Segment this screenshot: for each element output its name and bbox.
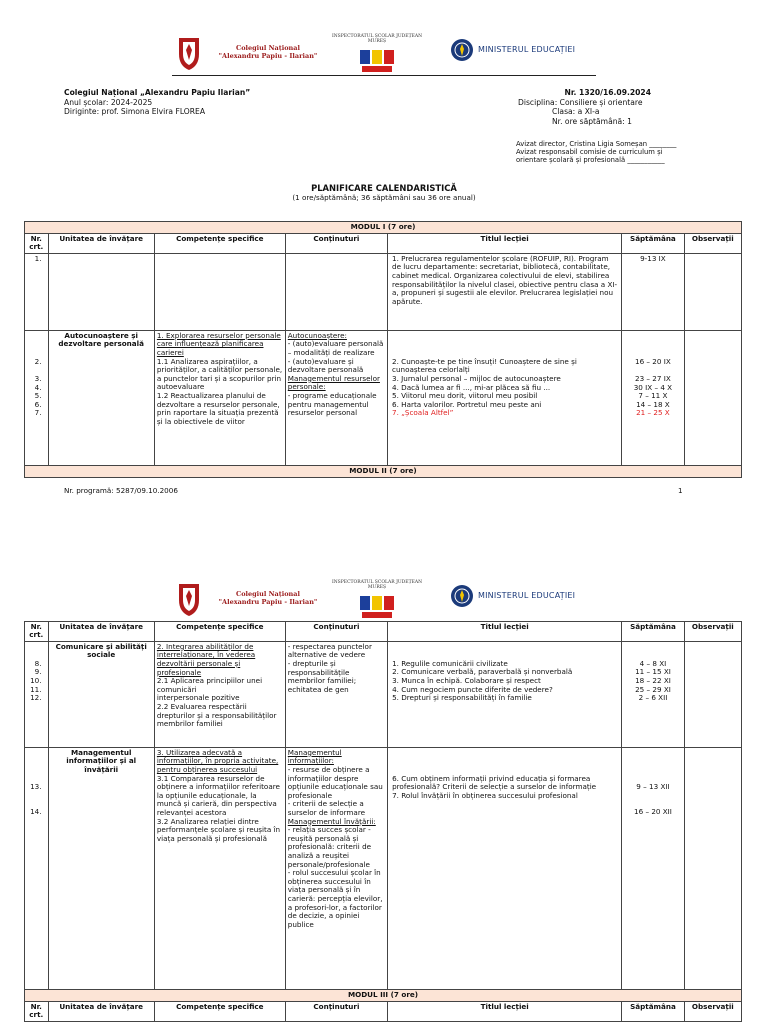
competence-item: interpersonale pozitive: [156, 693, 240, 703]
isj-emblem-icon: [352, 46, 402, 76]
lesson-cell: 1. Prelucrarea regulamentelor școlare (ROFUIP, RI). Program de lucru departamente: secretariat, bibliotecă, contabilitate, cabinet medical. Organizarea colectivului de elevi, stabilirea responsabilităților la nivelul clasei, obiective pentru clasa a XI-a, propuneri și sugestii ale elevilor. Prelucrarea legislației nou apărute.: [388, 253, 622, 330]
competences-cell: [154, 330, 285, 465]
row-number: 13.: [30, 781, 42, 791]
col-header-competences: Competențe specifice: [154, 622, 285, 642]
competence-item: 3.1 Compararea resurselor de obținere a informațiilor referitoare la opțiunile educaționale, la muncă și carieră, din perspectiva relevanței acestora: [156, 773, 280, 817]
col-header-nr: Nr. crt.: [25, 622, 49, 642]
col-header-nr: Nr. crt.: [25, 234, 49, 254]
week-cell: [622, 330, 684, 465]
row-numbers: [25, 330, 49, 465]
lesson-title: 5. Viitorul meu dorit, viitorul meu posibil: [392, 391, 538, 401]
col-header-lesson: Titlul lecției: [388, 234, 622, 254]
col-header-lesson: Titlul lecției: [388, 1001, 622, 1021]
lesson-title: 4. Cum negociem puncte diferite de vedere?: [392, 684, 553, 694]
row-number: 3.: [34, 374, 42, 383]
week-cell: 9-13 IX: [622, 253, 684, 330]
diriginte: Diriginte: prof. Simona Elvira FLOREA: [64, 107, 206, 116]
competence-item: 2.1 Aplicarea principiilor unei comunicări: [156, 676, 263, 694]
row-number: 6.: [34, 399, 42, 409]
college-logo-line2: "Alexandru Papiu - Ilarian": [218, 598, 318, 606]
page-number: 1: [678, 486, 683, 495]
approval-commission-line1: Avizat responsabil comisie de curriculum și: [516, 148, 663, 156]
col-header-week: Săptămâna: [622, 234, 684, 254]
lesson-cell: [388, 747, 622, 989]
col-header-contents: Conținuturi: [285, 622, 387, 642]
isj-logo-line1: INSPECTORATUL ȘCOLAR JUDEȚEAN: [331, 580, 423, 585]
table-header-row: [25, 234, 742, 254]
col-header-lesson: Titlul lecției: [388, 622, 622, 642]
contents-title: Autocunoaștere:: [287, 330, 347, 340]
class: Clasa: a XI-a: [552, 107, 600, 116]
col-header-unit: Unitatea de învățare: [48, 234, 154, 254]
week-cell: [622, 747, 684, 989]
col-header-competences: Competențe specifice: [154, 234, 285, 254]
notes-cell: [684, 330, 741, 465]
week-value: 9 – 13 XII: [636, 781, 670, 791]
col-header-unit: Unitatea de învățare: [48, 1001, 154, 1021]
week-value: 25 – 29 XI: [635, 684, 671, 694]
module-1-title: MODUL I (7 ore): [25, 222, 742, 234]
ministry-logo: [450, 584, 590, 612]
col-header-week: Săptămâna: [622, 622, 684, 642]
competences-cell: [154, 747, 285, 989]
isj-emblem-icon: [352, 592, 402, 622]
ministry-logo: [450, 38, 590, 66]
module-row: [25, 465, 742, 477]
isj-logo-line2: MUREȘ: [367, 585, 387, 590]
competence-title: 1. Explorarea resurselor personale care influențează planificarea carierei: [156, 330, 281, 357]
week-value: 2 – 6 XII: [638, 693, 668, 703]
week-value: 18 – 22 XI: [635, 676, 671, 685]
header-logos: [172, 34, 592, 78]
school-year: Anul școlar: 2024-2025: [64, 97, 153, 107]
lesson-title: 2. Cunoaște-te pe tine însuți! Cunoaștere de sine și cunoașterea celorlalți: [392, 356, 577, 375]
planning-table-page2: [24, 621, 742, 1022]
table-header-row: [25, 622, 742, 642]
college-crest-icon: [176, 36, 202, 72]
ministry-seal-icon: [450, 38, 474, 62]
row-number: 4.: [34, 382, 42, 392]
lesson-cell: [388, 641, 622, 747]
lesson-title: 3. Munca în echipă. Colaborare și respect: [392, 676, 541, 685]
row-number: 9.: [34, 667, 42, 677]
document-info: [518, 88, 651, 126]
lesson-title: 1. Regulile comunicării civilizate: [392, 658, 508, 668]
row-number: 11.: [30, 684, 42, 694]
row-numbers: [25, 747, 49, 989]
contents-item: - respectarea punctelor alternative de vedere: [287, 641, 372, 660]
week-value: 7 – 11 X: [638, 391, 668, 401]
page-gap: [0, 510, 768, 572]
document-title: PLANIFICARE CALENDARISTICĂ: [311, 183, 457, 193]
week-value: 30 IX – 4 X: [633, 382, 673, 392]
document-number: Nr. 1320/16.09.2024: [564, 88, 651, 97]
competence-item: 1.1 Analizarea aspirațiilor, a priorităților, a calităților personale, a punctelor tari și a scopurilor prin autoevaluare: [156, 356, 283, 392]
school-name: Colegiul Național „Alexandru Papiu Ilarian”: [64, 88, 251, 97]
col-header-nr: Nr. crt.: [25, 1001, 49, 1021]
contents-cell: [285, 330, 387, 465]
notes-cell: [684, 641, 741, 747]
col-header-contents: Conținuturi: [285, 1001, 387, 1021]
college-logo: [172, 580, 322, 624]
row-number: 2.: [34, 356, 42, 366]
lesson-title: 3. Jurnalul personal – mijloc de autocunoaștere: [392, 374, 561, 383]
ministry-logo-text: MINISTERUL EDUCAȚIEI: [478, 591, 576, 600]
contents-item: - rolul succesului școlar în obținerea succesului în viața personală și în carieră: percepția elevilor, a profesori-lor, a factorilor de decizie, a opiniei publice: [287, 868, 383, 929]
row-number: 10.: [30, 676, 42, 685]
lesson-title: profesională? Criterii de selecție a surselor de informație: [392, 782, 597, 792]
contents-title: Managementul informațiilor:: [287, 747, 342, 766]
week-value: 14 – 18 X: [636, 399, 670, 409]
school-info: [64, 88, 250, 117]
lesson-title: 6. Harta valorilor. Portretul meu peste ani: [392, 399, 542, 409]
lesson-title: 2. Comunicare verbală, paraverbală și nonverbală: [392, 667, 573, 677]
competence-item: 2.2 Evaluarea respectării drepturilor și a responsabilităților membrilor familiei: [156, 701, 277, 729]
row-number: 5.: [34, 391, 42, 401]
module-row: [25, 989, 742, 1001]
isj-logo-line2: MUREȘ: [367, 39, 387, 44]
contents-item: - drepturile și responsabilitățile membrilor familiei; echitatea de gen: [287, 659, 357, 694]
col-header-competences: Competențe specifice: [154, 1001, 285, 1021]
college-logo-line1: Colegiul Național: [236, 44, 300, 52]
col-header-notes: Observații: [684, 234, 741, 254]
col-header-notes: Observații: [684, 622, 741, 642]
discipline: Disciplina: Consiliere și orientare: [518, 97, 643, 107]
isj-logo: [322, 34, 432, 78]
unit-cell: Managementul informațiilor și al învățării: [48, 747, 154, 989]
col-header-unit: Unitatea de învățare: [48, 622, 154, 642]
table-header-row: [25, 1001, 742, 1021]
lesson-title: 7. Rolul învățării în obținerea succesului profesional: [392, 791, 578, 800]
week-value: 4 – 8 XI: [639, 658, 667, 668]
week-value: 16 – 20 XII: [634, 807, 672, 817]
contents-title: Managementul resurselor personale:: [287, 373, 380, 392]
competence-title: 2. Integrarea abilităților de interrelaționare, în vederea dezvoltării personale și profesionale: [156, 641, 256, 677]
competence-item: 1.2 Reactualizarea planului de dezvoltare a resurselor personale, prin raportare la situația prezentă și la obiectivele de viitor: [156, 390, 280, 426]
week-cell: [622, 641, 684, 747]
week-value: 16 – 20 IX: [635, 356, 671, 366]
contents-title: Managementul învățării:: [287, 816, 376, 826]
contents-item: - (auto)evaluare personală – modalități de realizare: [287, 339, 384, 357]
ministry-logo-text: MINISTERUL EDUCAȚIEI: [478, 45, 576, 54]
row-number: 14.: [30, 807, 42, 817]
contents-cell: [285, 641, 387, 747]
module-3-title: MODUL III (7 ore): [25, 989, 742, 1001]
document-page-2: [0, 572, 768, 1024]
hours-per-week: Nr. ore săptămână: 1: [552, 116, 633, 126]
col-header-notes: Observații: [684, 1001, 741, 1021]
approvals: [516, 140, 706, 164]
contents-item: - (auto)evaluare și dezvoltare personală: [287, 356, 364, 375]
table-row: [25, 253, 742, 330]
lesson-title: 7. „Școala Altfel”: [392, 408, 454, 418]
row-number: 12.: [30, 693, 42, 703]
header-logos: [172, 580, 592, 624]
competence-item: 3.2 Analizarea relației dintre performanțele școlare și reușita în viața personală și profesională: [156, 816, 281, 843]
lesson-title: 4. Dacă lumea ar fi ..., mi-ar plăcea să fiu ...: [392, 382, 551, 392]
week-value: 21 – 25 X: [636, 408, 670, 418]
table-row: [25, 747, 742, 989]
row-number: 7.: [34, 408, 42, 418]
unit-cell: Comunicare și abilități sociale: [48, 641, 154, 747]
module-2-title: MODUL II (7 ore): [25, 465, 742, 477]
contents-item: - programe educaționale pentru managementul resurselor personal: [287, 390, 377, 418]
document-page-1: [0, 0, 768, 510]
contents-cell: [285, 253, 387, 330]
notes-cell: [684, 747, 741, 989]
college-logo-line1: Colegiul Național: [236, 590, 300, 598]
isj-logo: [322, 580, 432, 624]
contents-item: - relația succes școlar - reușită personală și profesională: criterii de analiză a reușitei personale/profesionale: [287, 825, 372, 869]
approval-director: Avizat director, Cristina Ligia Someșan ________: [516, 140, 677, 148]
week-value: 23 – 27 IX: [635, 374, 671, 383]
notes-cell: [684, 253, 741, 330]
contents-item: - criterii de selecție a surselor de informare: [287, 799, 366, 817]
module-row: [25, 222, 742, 234]
contents-item: - resurse de obținere a informațiilor despre opțiunile educaționale sau profesionale: [287, 765, 383, 800]
table-row: [25, 641, 742, 747]
competence-title: 3. Utilizarea adecvată a informațiilor, în propria activitate, pentru obținerea succesului: [156, 747, 279, 774]
unit-cell: Autocunoaștere și dezvoltare personală: [48, 330, 154, 465]
col-header-week: Săptămâna: [622, 1001, 684, 1021]
row-number: 8.: [34, 658, 42, 668]
competences-cell: [154, 641, 285, 747]
college-logo-line2: "Alexandru Papiu - Ilarian": [218, 52, 318, 60]
contents-cell: [285, 747, 387, 989]
table-row: [25, 330, 742, 465]
document-subtitle: (1 ore/săptămână; 36 săptămâni sau 36 ore anual): [292, 193, 476, 202]
col-header-contents: Conținuturi: [285, 234, 387, 254]
week-value: 11 – 15 XI: [635, 667, 671, 677]
ministry-seal-icon: [450, 584, 474, 608]
lesson-cell: [388, 330, 622, 465]
header-divider: [172, 75, 596, 76]
row-number: 1.: [25, 253, 49, 330]
isj-logo-line1: INSPECTORATUL ȘCOLAR JUDEȚEAN: [331, 34, 423, 39]
planning-table-page1: [24, 221, 742, 478]
lesson-title: 6. Cum obținem informații privind educația și formarea: [392, 773, 591, 783]
unit-cell: [48, 253, 154, 330]
college-crest-icon: [176, 582, 202, 618]
competences-cell: [154, 253, 285, 330]
row-numbers: [25, 641, 49, 747]
lesson-title: 5. Drepturi și responsabilități în familie: [392, 693, 532, 703]
college-logo: [172, 34, 322, 78]
approval-commission-line2: orientare școlară și profesională ___________: [516, 156, 665, 164]
program-number: Nr. programă: 5287/09.10.2006: [64, 486, 178, 495]
